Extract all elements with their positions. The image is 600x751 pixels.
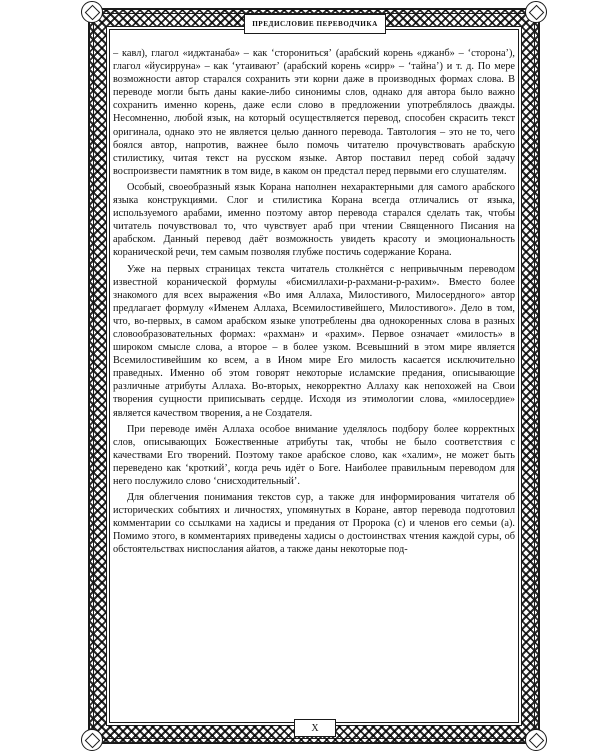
paragraph: – кавл), глагол «иджтанаба» – как ʻсторонитьсяʼ (арабский корень «джанб» – ʻсторонаʼ), глагол «йусирруна» – как ʻутаиваютʼ (арабский корень «сирр» – ʻтайнаʼ) и т. д. По мере возможности автор старался сохранить эти корни даже в производных формах слова. В переводе могли быть даны какие-либо синонимы слов, однако для автора было важно сохранить именно корень, даже если слово в предложении употреблялось дважды. Несомненно, любой язык, на который осуществляется перевод, способен скрасить текст оригинала, однако это не является целью данного перевода. Тавтология – это не то, чего боялся автор, напротив, важнее было помочь читателю прочувствовать арабскую стилистику, читая текст на русском языке. Автор поставил перед собой задачу воспроизвести памятник в том виде, в каком он предстал перед первыми его слушателям. xyxy=(113,48,515,177)
corner-ornament-icon xyxy=(525,729,547,751)
page-number: X xyxy=(294,719,336,737)
paragraph: Особый, своеобразный язык Корана наполнен нехарактерными для самого арабского языка конструкциями. Слог и стилистика Корана всегда отличались от языка, используемого арабами, именно поэтому автор перевода старался сделать так, чтобы читатель почувствовал то, что чувствует араб при чтении Священного Писания на арабском. Данный перевод даёт возможность увидеть красоту и эмоциональность коранической речи, тем самым позволяя глубже постичь содержание Корана. xyxy=(113,181,515,259)
corner-ornament-icon xyxy=(525,1,547,23)
corner-ornament-icon xyxy=(81,1,103,23)
body-text xyxy=(113,47,515,713)
paragraph: Уже на первых страницах текста читатель столкнётся с непривычным переводом известной коранической формулы «бисмиллахи-р-рахмани-р-рахим». Вместо более знакомого для всех выражения «Во имя Аллаха, Милостивого, Милосердного» автор предлагает формулу «Именем Аллаха, Всемилостивейшего, Милостивого». Дело в том, что, во-первых, в самом арабском языке употреблены два однокоренных слова в разных словообразовательных формах: «рахман» и «рахим». Первое означает «милость» в широком смысле слова, а второе – в более узком. Всевышний в этом мире является Всемилостивейшим ко всем, а в Ином мире Его милость касается исключительно праведных. Именно об этом говорят некоторые исламские предания, описывающие различные атрибуты Аллаха. Во-вторых, некорректно Аллаху как непохожей на Свои творения сущности приписывать сердце. Исходя из этимологии слова, «милосердие» является качеством творения, а не Создателя. xyxy=(113,263,515,419)
corner-ornament-icon xyxy=(81,729,103,751)
paragraph: При переводе имён Аллаха особое внимание уделялось подбору более корректных слов, описывающих Божественные атрибуты так, чтобы не было соответствия с качествами Его творений. Поэтому такое арабское слово, как «халим», не может быть переведено как ʻкроткийʼ, когда речь идёт о Боге. Наиболее правильным переводом для него послужило слово ʻснисходительныйʼ. xyxy=(113,423,515,487)
running-header: ПРЕДИСЛОВИЕ ПЕРЕВОДЧИКА xyxy=(244,14,386,34)
paragraph: Для облегчения понимания текстов сур, а также для информирования читателя об исторических событиях и личностях, упомянутых в Коране, автор перевода подготовил комментарии со ссылками на хадисы и предания от Пророка (с) и членов его семьи (а). Помимо этого, в комментариях приведены хадисы о достоинствах чтения каждой суры, об обстоятельствах ниспослания айатов, а также даны некоторые под- xyxy=(113,492,515,556)
